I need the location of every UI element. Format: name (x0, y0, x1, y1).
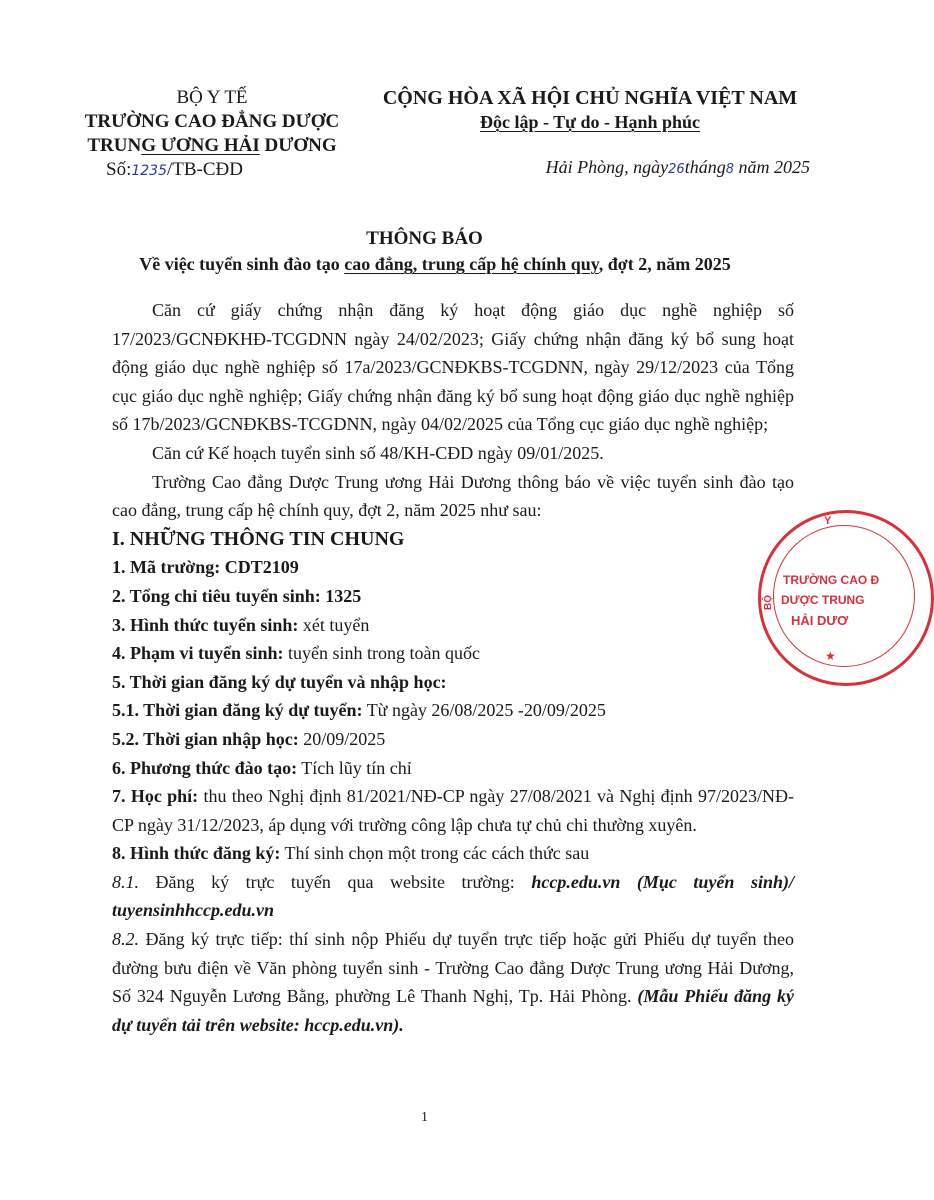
nation-name: CỘNG HÒA XÃ HỘI CHỦ NGHĨA VIỆT NAM (382, 87, 798, 109)
school-name-underline: G ƯƠNG HẢI (141, 135, 260, 156)
item-school-code: 1. Mã trường: CDT2109 (112, 557, 299, 578)
item-tuition: 7. Học phí: thu theo Nghị định 81/2021/NĐ-CP ngày 27/08/2021 và Nghị định 97/2023/NĐ-CP ngày 31/12/2023, áp dụng với trường công lập chưa tự chủ chi thường xuyên. (112, 786, 794, 835)
document-number: Số:1235/TB-CĐD (106, 159, 243, 180)
item-time-heading: 5. Thời gian đăng ký dự tuyển và nhập học: (112, 671, 447, 692)
paragraph-intro: Trường Cao đẳng Dược Trung ương Hải Dương thông báo về việc tuyển sinh đào tạo cao đẳng, trung cấp hệ chính quy, đợt 2, năm 2025 như sau: (112, 471, 794, 521)
handwritten-day: 26 (668, 162, 685, 177)
handwritten-number: 1235 (131, 163, 167, 179)
document-body (112, 296, 794, 1039)
document-subtitle: Về việc tuyển sinh đào tạo cao đẳng, trung cấp hệ chính quy, đợt 2, năm 2025 (139, 254, 731, 274)
national-header (365, 86, 815, 134)
item-direct-registration: 8.2. Đăng ký trực tiếp: thí sinh nộp Phiếu dự tuyển trực tiếp hoặc gửi Phiếu dự tuyển theo đường bưu điện về Văn phòng tuyển sinh - Trường Cao đẳng Dược Trung ương Hải Dương, Số 324 Nguyễn Lương Bằng, phường Lê Thanh Nghị, Tp. Hải Phòng. (Mẫu Phiếu đăng ký dự tuyển tải trên website: hccp.edu.vn). (112, 929, 794, 1035)
paragraph-basis-1: Căn cứ giấy chứng nhận đăng ký hoạt động giáo dục nghề nghiệp số 17/2023/GCNĐKHĐ-TCGDNN ngày 24/02/2023; Giấy chứng nhận đăng ký bổ sung hoạt động giáo dục nghề nghiệp số 17a/2023/GCNĐKBS-TCGDNN, ngày 29/12/2023 của Tổng cục giáo dục nghề nghiệp; Giấy chứng nhận đăng ký bổ sung hoạt động giáo dục nghề nghiệp số 17b/2023/GCNĐKBS-TCGDNN, ngày 04/02/2025 của Tổng cục giáo dục nghề nghiệp; (112, 300, 794, 435)
red-seal-stamp: Y BỘ TRƯỜNG CAO Đ DƯỢC TRUNG HẢI DƯƠ ★ (758, 510, 934, 686)
form-download-note: (Mẫu Phiếu đăng ký dự tuyển tải trên website: hccp.edu.vn). (112, 986, 794, 1035)
issue-date: Hải Phòng, ngày26tháng8 năm 2025 (545, 157, 810, 177)
item-online-registration: 8.1. Đăng ký trực tuyến qua website trường: hccp.edu.vn (Mục tuyển sinh)/ tuyensinhhccp.edu.vn (112, 871, 794, 921)
item-enrollment-time: 5.2. Thời gian nhập học: 20/09/2025 (112, 728, 386, 749)
school-name-line2: TRUNG ƯƠNG HẢI DƯƠNG (87, 135, 337, 156)
paragraph-basis-2: Căn cứ Kế hoạch tuyển sinh số 48/KH-CĐD ngày 09/01/2025. (152, 442, 604, 463)
section-heading: I. NHỮNG THÔNG TIN CHUNG (112, 527, 405, 550)
document-title: THÔNG BÁO (366, 228, 483, 249)
school-name-line1: TRƯỜNG CAO ĐẲNG DƯỢC (84, 111, 340, 132)
seal-star-icon: ★ (825, 649, 836, 663)
item-registration-time: 5.1. Thời gian đăng ký dự tuyển: Từ ngày 26/08/2025 -20/09/2025 (112, 700, 606, 721)
ministry-name: BỘ Y TẾ (176, 87, 248, 108)
item-registration-form: 8. Hình thức đăng ký: Thí sinh chọn một trong các cách thức sau (112, 843, 590, 864)
item-admission-scope: 4. Phạm vi tuyển sinh: tuyển sinh trong toàn quốc (112, 643, 481, 664)
item-training-method: 6. Phương thức đào tạo: Tích lũy tín chỉ (112, 757, 412, 778)
website-link[interactable]: hccp.edu.vn (Mục tuyển sinh)/ tuyensinhhccp.edu.vn (112, 871, 794, 921)
national-motto: Độc lập - Tự do - Hạnh phúc (479, 112, 701, 132)
item-admission-form: 3. Hình thức tuyển sinh: xét tuyển (112, 614, 370, 635)
handwritten-month: 8 (725, 162, 734, 177)
page-number: 1 (421, 1110, 428, 1125)
issuer-block (62, 86, 362, 183)
item-total-quota: 2. Tổng chỉ tiêu tuyển sinh: 1325 (112, 585, 362, 606)
